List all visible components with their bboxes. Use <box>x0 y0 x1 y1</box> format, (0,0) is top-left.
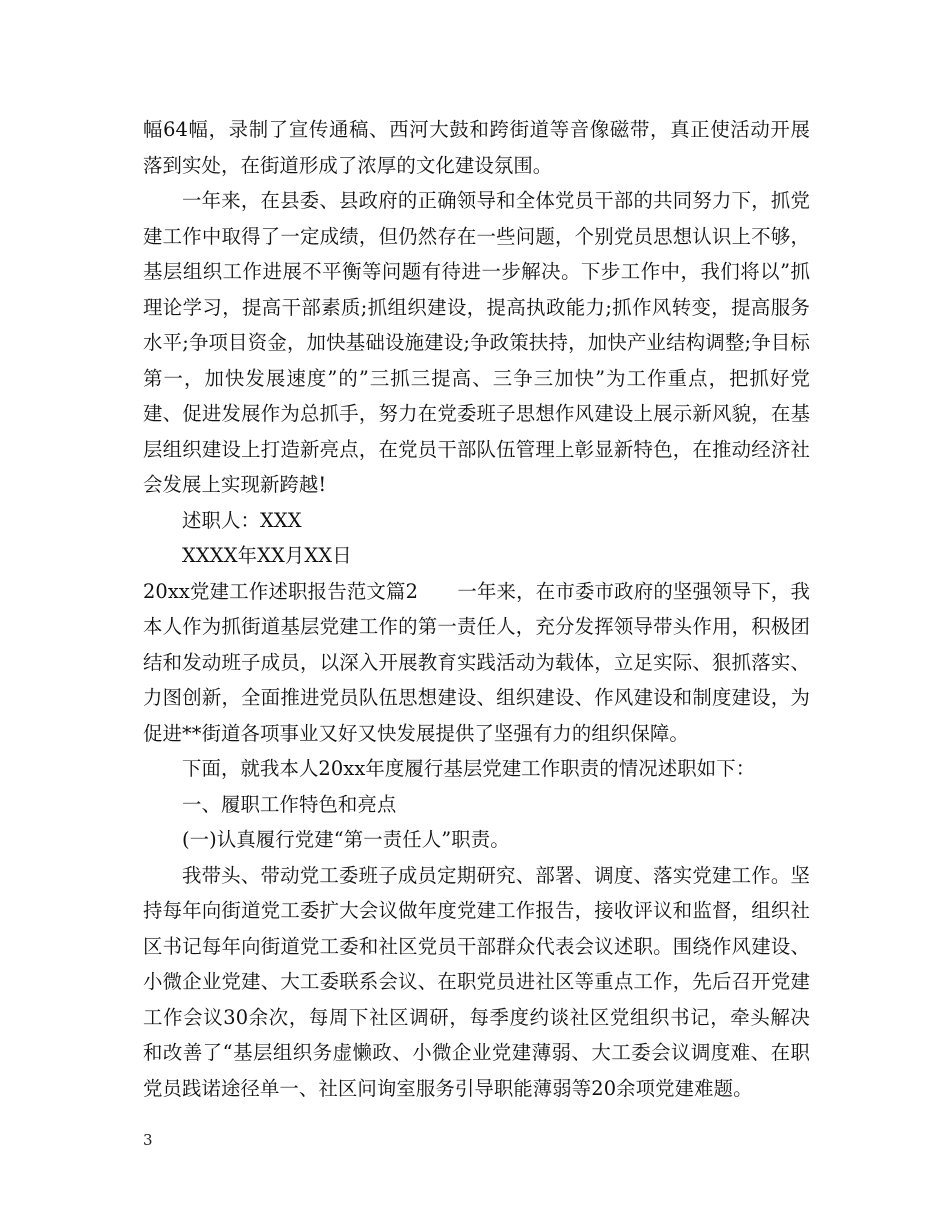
signature-line: 述职人：XXX <box>182 508 302 532</box>
paragraph-1: 幅64幅，录制了宣传通稿、西河大鼓和跨街道等音像磁带，真正使活动开展落到实处，在街道形成了浓厚的文化建设氛围。 <box>143 118 810 177</box>
paragraph-body: 我带头、带动党工委班子成员定期研究、部署、调度、落实党建工作。坚持每年向街道党工委扩大会议做年度党建工作报告，接收评议和监督，组织社区书记每年向街道党工委和社区党员干部群众代表会议述职。围绕作风建设、小微企业党建、大工委联系会议、在职党员进社区等重点工作，先后召开党建工作会议30余次，每周下社区调研，每季度约谈社区党组织书记，牵头解决和改善了“基层组织务虚懒政、小微企业党建薄弱、大工委会议调度难、在职党员践诺途径单一、社区问询室服务引导职能薄弱等20余项党建难题。 <box>143 863 810 1100</box>
document-body <box>143 112 810 1106</box>
date-line: XXXX年XX月XX日 <box>182 544 352 567</box>
subsection-heading-1: (一)认真履行党建“第一责任人”职责。 <box>182 828 510 851</box>
paragraph-2: 一年来，在县委、县政府的正确领导和全体党员干部的共同努力下，抓党建工作中取得了一定成绩，但仍然存在一些问题，个别党员思想认识上不够，基层组织工作进展不平衡等问题有待进一步解决。下步工作中，我们将以”抓理论学习，提高干部素质;抓组织建设，提高执政能力;抓作风转变，提高服务水平;争项目资金，加快基础设施建设;争政策扶持，加快产业结构调整;争目标第一，加快发展速度”的”三抓三提高、三争三加快”为工作重点，把抓好党建、促进发展作为总抓手，努力在党委班子思想作风建设上展示新风貌，在基层组织建设上打造新亮点，在党员干部队伍管理上彰显新特色，在推动经济社会发展上实现新跨越! <box>143 189 810 496</box>
paragraph-intro: 下面，就我本人20xx年度履行基层党建工作职责的情况述职如下： <box>182 757 756 780</box>
section-heading-1: 一、履职工作特色和亮点 <box>182 792 397 816</box>
page-number: 3 <box>143 1131 153 1149</box>
paragraph-section-2: 20xx党建工作述职报告范文篇2 一年来，在市委市政府的坚强领导下，我本人作为抓街道基层党建工作的第一责任人，充分发挥领导带头作用，积极团结和发动班子成员，以深入开展教育实践活动为载体，立足实际、狠抓落实、力图创新，全面推进党员队伍思想建设、组织建设、作风建设和制度建设，为促进**街道各项事业又好又快发展提供了坚强有力的组织保障。 <box>143 579 810 745</box>
